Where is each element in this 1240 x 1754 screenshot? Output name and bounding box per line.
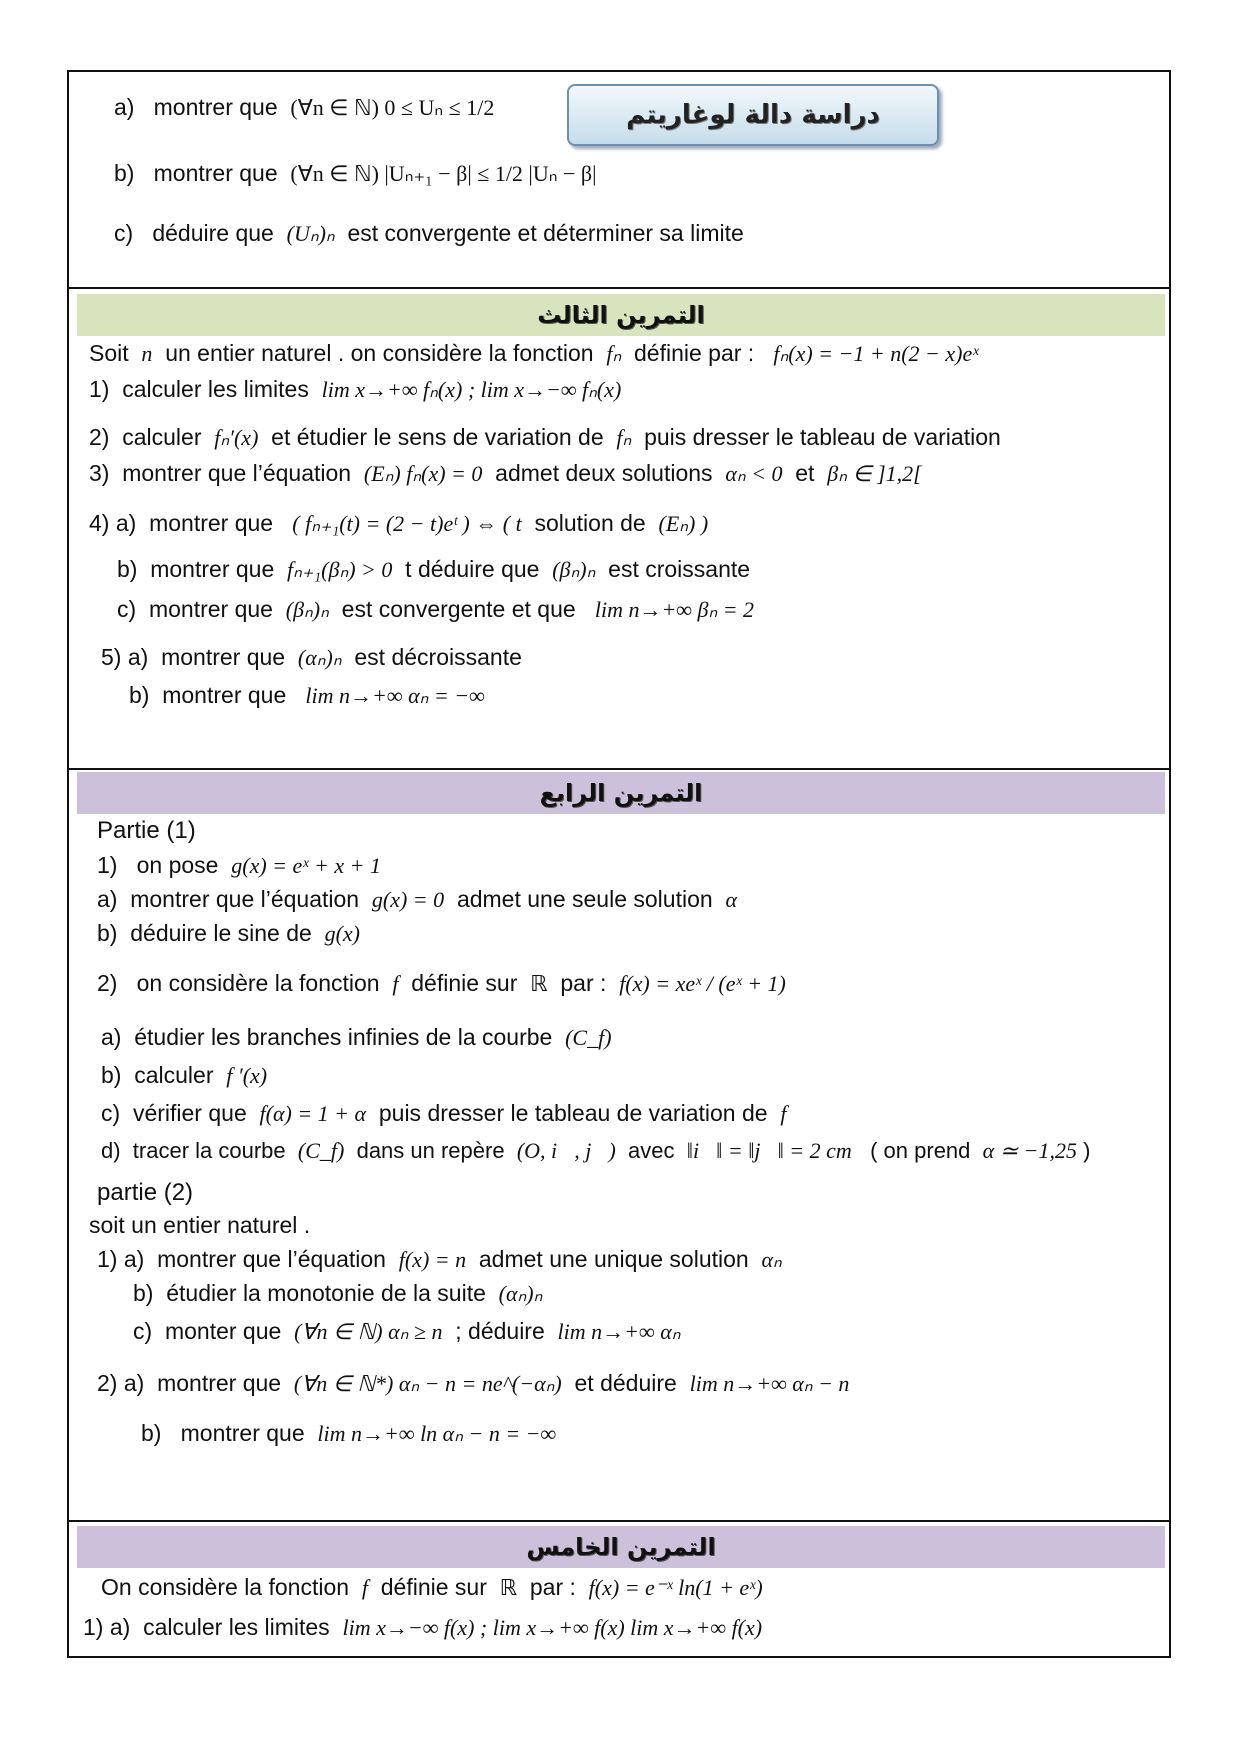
math: (∀n ∈ ℕ) αₙ ≥ n [294, 1319, 443, 1344]
text: puis dresser le tableau de variation [644, 424, 1001, 450]
ex4-p2-2a [97, 1368, 849, 1399]
text: admet une unique solution [478, 1246, 749, 1272]
section-title-box: دراسة دالة لوغاريتم [567, 84, 939, 146]
text: ) [1083, 1138, 1091, 1163]
text: étudier les branches infinies de la courbe [134, 1024, 553, 1050]
ex4-p1-1 [97, 850, 381, 881]
math: g(x) = eˣ + x + 1 [231, 853, 381, 878]
math: (Eₙ) ) [658, 511, 709, 536]
ex5-q1 [83, 1612, 762, 1643]
text: et déduire [574, 1370, 677, 1396]
section1-line-b [114, 158, 597, 189]
text: montrer que [157, 1370, 282, 1396]
math: lim n→+∞ αₙ [557, 1319, 681, 1344]
text: montrer que [148, 596, 273, 622]
math: f(x) = e⁻ˣ ln(1 + eˣ) [588, 1575, 763, 1600]
math: f(x) = n [398, 1247, 467, 1272]
label: 1) a) [97, 1246, 145, 1272]
math: n [141, 341, 153, 366]
label: d) [101, 1138, 121, 1163]
math: (C_f) [297, 1138, 345, 1163]
label: a) [114, 94, 135, 120]
math: ℝ [530, 971, 548, 996]
text: Soit [89, 340, 129, 366]
math: lim x→+∞ fₙ(x) ; lim x→−∞ fₙ(x) [321, 377, 622, 402]
math: (βₙ)ₙ [285, 597, 329, 622]
document-frame [67, 70, 1171, 1658]
ex4-p1-2d [101, 1136, 1090, 1166]
text: avec [628, 1138, 675, 1163]
math: (C_f) [565, 1025, 612, 1050]
text: calculer les limites [122, 376, 309, 402]
label: 2) [97, 970, 118, 996]
math: f [780, 1101, 787, 1126]
math: lim n→+∞ αₙ = −∞ [305, 683, 485, 708]
text: ( on prend [870, 1138, 971, 1163]
label: 2) a) [97, 1370, 145, 1396]
text: montrer que [153, 160, 278, 186]
ex4-p1-a [97, 884, 737, 915]
math: ( fₙ₊₁(t) = (2 − t)eᵗ ) ⇔ ( t [292, 511, 522, 536]
text: ; déduire [455, 1318, 545, 1344]
text: et [795, 460, 815, 486]
ex4-p1-2 [97, 968, 786, 999]
math: βₙ ∈ ]1,2[ [827, 461, 922, 486]
text: déduire que [152, 220, 274, 246]
ex4-p2-1b [133, 1278, 542, 1309]
ex3-q5a [101, 642, 522, 673]
math: g(x) [324, 921, 361, 946]
math: α ≃ −1,25 [982, 1138, 1077, 1163]
label: b) [114, 160, 135, 186]
text: admet deux solutions [495, 460, 713, 486]
text: définie sur [411, 970, 518, 996]
text: par : [560, 970, 607, 996]
math: f(x) = xeˣ / (eˣ + 1) [619, 971, 786, 996]
text: montrer que l’équation [130, 886, 360, 912]
math: f ′(x) [226, 1063, 268, 1088]
ex3-q4a [89, 508, 708, 539]
math: lim x→−∞ f(x) ; lim x→+∞ f(x) lim x→+∞ f(x) [342, 1615, 763, 1640]
ex3-q1 [89, 374, 621, 405]
ex3-q2 [89, 422, 1001, 453]
label: 1) a) [83, 1614, 131, 1640]
ex3-q5b [129, 680, 485, 711]
ex4-p2-2b [141, 1418, 556, 1449]
math: (βₙ)ₙ [552, 557, 596, 582]
separator [69, 287, 1169, 289]
label: b) [97, 920, 118, 946]
math: fₙ₊₁(βₙ) > 0 [287, 557, 393, 582]
label: b) [117, 556, 138, 582]
text: montrer que [149, 510, 274, 536]
math: αₙ [761, 1247, 782, 1272]
section1-line-c [114, 218, 744, 249]
text: étudier la monotonie de la suite [166, 1280, 486, 1306]
text: est croissante [608, 556, 751, 582]
math: (αₙ)ₙ [498, 1281, 543, 1306]
label: 4) a) [89, 510, 137, 536]
label: c) [133, 1318, 153, 1344]
text: On considère la fonction [101, 1574, 350, 1600]
text: solution de [534, 510, 646, 536]
text: dans un repère [356, 1138, 505, 1163]
label: b) [141, 1420, 162, 1446]
label: c) [114, 220, 134, 246]
ex4-p2-1a [97, 1244, 782, 1275]
text: calculer [134, 1062, 214, 1088]
math: f(α) = 1 + α [259, 1101, 367, 1126]
ex4-p1-2c [101, 1098, 786, 1129]
math: fₙ(x) = −1 + n(2 − x)eˣ [773, 341, 979, 366]
text: monter que [164, 1318, 282, 1344]
ex4-p2-intro: soit un entier naturel . [89, 1212, 311, 1238]
math: α [725, 887, 738, 912]
text: déduire le sine de [130, 920, 312, 946]
math: ℝ [499, 1575, 518, 1600]
ex4-p1-2a [101, 1022, 612, 1053]
text: tracer la courbe [132, 1138, 286, 1163]
ex4-part2: partie (2) [97, 1179, 194, 1206]
ex4-p1-2b [101, 1060, 267, 1091]
math: lim n→+∞ αₙ − n [689, 1371, 850, 1396]
text: calculer [122, 424, 202, 450]
text: montrer que l’équation [157, 1246, 386, 1272]
separator [69, 1520, 1169, 1522]
ex5-intro [101, 1572, 763, 1603]
math: g(x) = 0 [371, 887, 445, 912]
math: fₙ [616, 425, 632, 450]
label: 2) [89, 424, 110, 450]
math: f [392, 971, 399, 996]
label: 1) [97, 852, 118, 878]
text: admet une seule solution [456, 886, 713, 912]
ex4-p1-b [97, 918, 360, 949]
label: b) [129, 682, 150, 708]
label: b) [133, 1280, 154, 1306]
text: on pose [136, 852, 219, 878]
ex3-q3 [89, 458, 922, 489]
math: αₙ < 0 [725, 461, 783, 486]
text: puis dresser le tableau de variation de [378, 1100, 768, 1126]
math: (∀n ∈ ℕ*) αₙ − n = ne^(−αₙ) [293, 1371, 562, 1396]
text: on considère la fonction [136, 970, 380, 996]
exercise3-header: التمرين الثالث [77, 294, 1165, 336]
math: fₙ′(x) [214, 425, 259, 450]
text: montrer que [153, 94, 278, 120]
separator [69, 768, 1169, 770]
math: lim n→+∞ ln αₙ − n = −∞ [317, 1421, 557, 1446]
math: ‖i⃗‖ = ‖j⃗‖ = 2 cm [686, 1138, 852, 1163]
math: (∀n ∈ ℕ) 0 ≤ Uₙ ≤ 1/2 [290, 95, 495, 120]
text: montrer que l’équation [122, 460, 352, 486]
label: c) [117, 596, 137, 622]
math: (O, i⃗, j⃗) [516, 1138, 616, 1163]
math: lim n→+∞ βₙ = 2 [594, 597, 755, 622]
ex4-part1: Partie (1) [97, 817, 196, 844]
text: montrer que [150, 556, 275, 582]
ex4-p2-1c [133, 1316, 681, 1347]
math: (αₙ)ₙ [297, 645, 342, 670]
math: f [361, 1575, 368, 1600]
text: montrer que [162, 682, 287, 708]
label: 3) [89, 460, 110, 486]
text: est convergente et que [341, 596, 576, 622]
math: (Uₙ)ₙ [286, 221, 335, 246]
text: vérifier que [132, 1100, 247, 1126]
ex3-q4c [117, 594, 754, 625]
math: (∀n ∈ ℕ) |Uₙ₊₁ − β| ≤ 1/2 |Uₙ − β| [290, 161, 597, 186]
label: 5) a) [101, 644, 149, 670]
math: (Eₙ) fₙ(x) = 0 [363, 461, 483, 486]
text: t déduire que [405, 556, 540, 582]
label: c) [101, 1100, 121, 1126]
text: montrer que [180, 1420, 305, 1446]
ex3-q4b [117, 554, 750, 585]
ex3-intro [89, 338, 978, 369]
label: b) [101, 1062, 122, 1088]
label: 1) [89, 376, 110, 402]
text: calculer les limites [143, 1614, 330, 1640]
text: définie sur [380, 1574, 487, 1600]
exercise4-header: التمرين الرابع [77, 772, 1165, 814]
text: par : [529, 1574, 576, 1600]
text: un entier naturel . on considère la fonction [165, 340, 594, 366]
text: est décroissante [354, 644, 522, 670]
math: fₙ [606, 341, 622, 366]
label: a) [101, 1024, 122, 1050]
text: définie par : [634, 340, 755, 366]
exercise5-header: التمرين الخامس [77, 1526, 1165, 1568]
section1-line-a [114, 92, 494, 123]
label: a) [97, 886, 118, 912]
text: est convergente et déterminer sa limite [347, 220, 744, 246]
text: montrer que [161, 644, 286, 670]
text: et étudier le sens de variation de [271, 424, 604, 450]
